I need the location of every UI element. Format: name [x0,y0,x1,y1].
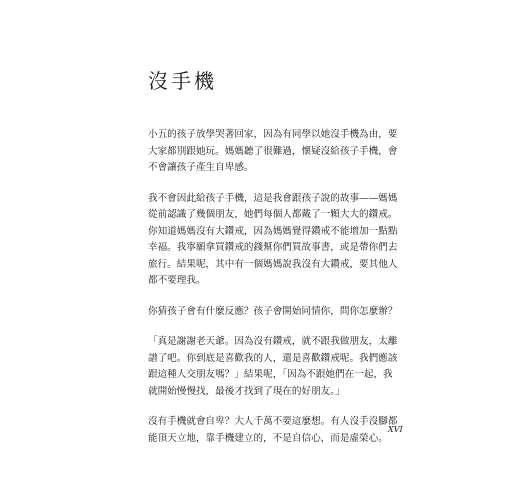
paragraph [148,304,398,321]
text-line: 從前認識了幾個朋友，她們每個人都戴了一顆大大的鑽戒。 [148,209,398,220]
text-line: 幸福。我寧願拿買鑽戒的錢幫你們買故事書，或是帶你們去 [148,242,398,253]
text-line: 旅行。結果呢，其中有一個媽媽說我沒有大鑽戒，要其他人 [148,258,398,270]
text-line: 譜了吧。你到底是喜歡我的人，還是喜歡鑽戒呢。我們應該 [148,352,398,364]
text-line: 能頂天立地，靠手機建立的，不是自信心，而是虛榮心。 [148,432,388,444]
paragraph [148,334,398,400]
text-line: 我不會因此給孩子手機，這是我會跟孩子說的故事——媽媽 [148,192,398,204]
text-line: 跟這種人交朋友嗎？」結果呢，「因為不跟她們在一起，我 [148,369,393,380]
text-line: 都不要理我。 [148,275,206,286]
page-title: 沒手機 [148,69,217,93]
text-line: 大家都別跟她玩。媽媽聽了很難過，懷疑沒給孩子手機，會 [148,145,398,157]
paragraph [148,127,398,177]
text-line: 沒有手機就會自卑？大人千萬不要這麼想。有人沒手沒腳都 [148,416,398,427]
text-line: 就開始慢慢找，最後才找到了現在的好朋友。」 [148,385,345,397]
text-line: 「真是謝謝老天爺。因為沒有鑽戒，就不跟我做朋友，太離 [148,336,398,347]
text-line: 小五的孩子放學哭著回家，因為有同學以她沒手機為由，要 [148,129,398,140]
text-line: 你知道媽媽沒有大鑽戒，因為媽媽覺得鑽戒不能增加一點點 [148,225,398,237]
text-line: 不會讓孩子產生自卑感。 [148,162,254,173]
page-number: XVI [388,425,403,434]
paragraph [148,191,398,290]
text-line: 你猜孩子會有什麼反應？孩子會開始同情你，問你怎麼辦？ [148,305,398,317]
